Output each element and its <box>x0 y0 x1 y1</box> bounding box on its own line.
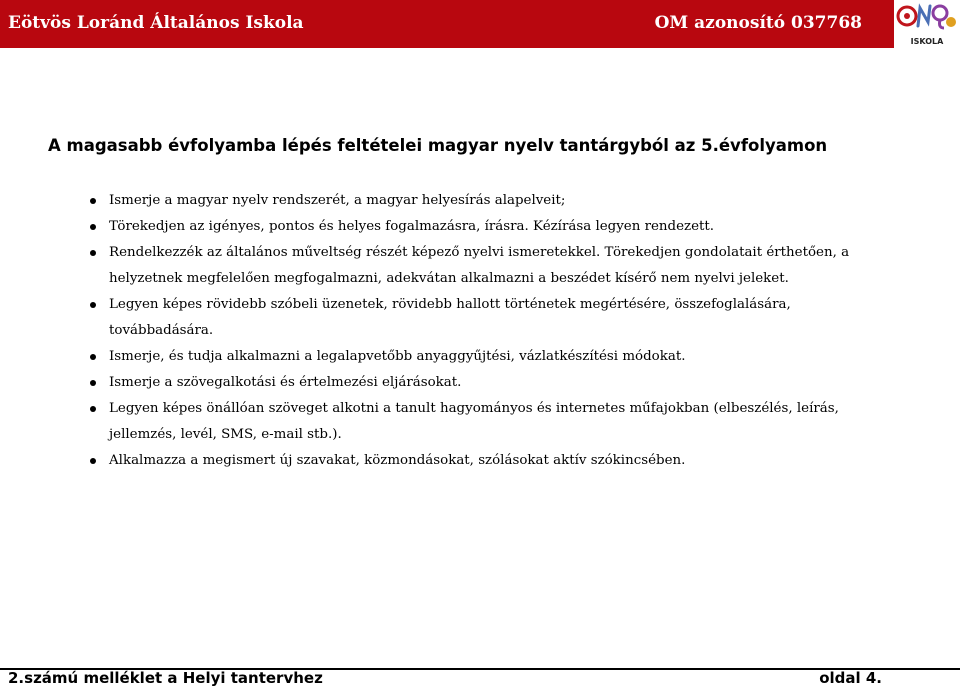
bullet-icon <box>90 380 96 386</box>
list-item <box>90 214 850 240</box>
list-item <box>90 292 850 344</box>
document-heading: A magasabb évfolyamba lépés feltételei magyar nyelv tantárgyból az 5.évfolyamon <box>48 136 828 155</box>
list-item <box>90 188 850 214</box>
svg-text:ISKOLA: ISKOLA <box>910 37 944 46</box>
list-item-text: Ismerje, és tudja alkalmazni a legalapvetőbb anyaggyűjtési, vázlatkészítési módokat. <box>109 349 686 364</box>
bullet-icon <box>90 198 96 204</box>
list-item <box>90 240 850 292</box>
bullet-icon <box>90 406 96 412</box>
list-item <box>90 344 850 370</box>
bullet-icon <box>90 302 96 308</box>
school-name: Eötvös Loránd Általános Iskola <box>8 13 304 33</box>
list-item <box>90 448 850 474</box>
bullet-icon <box>90 250 96 256</box>
om-identifier: OM azonosító 037768 <box>654 13 862 33</box>
list-item-text: Törekedjen az igényes, pontos és helyes fogalmazásra, írásra. Kézírása legyen rendezett. <box>109 219 715 234</box>
list-item <box>90 370 850 396</box>
list-item <box>90 396 850 448</box>
list-item-text: Rendelkezzék az általános műveltség részét képező nyelvi ismeretekkel. Törekedjen gondolatait érthetően, a helyzetnek megfelelően megfogalmazni, adekvátan alkalmazni a beszédet kísérő nem nyelvi jeleket. <box>109 245 850 286</box>
list-item-text: Alkalmazza a megismert új szavakat, közmondásokat, szólásokat aktív szókincsében. <box>109 453 686 468</box>
school-logo-icon <box>894 0 960 48</box>
page-number: oldal 4. <box>819 669 882 687</box>
requirements-list <box>90 188 850 474</box>
bullet-icon <box>90 224 96 230</box>
footer-document-label: 2.számú melléklet a Helyi tantervhez <box>8 669 323 687</box>
list-item-text: Ismerje a magyar nyelv rendszerét, a magyar helyesírás alapelveit; <box>109 193 566 208</box>
list-item-text: Ismerje a szövegalkotási és értelmezési eljárásokat. <box>109 375 462 390</box>
list-item-text: Legyen képes rövidebb szóbeli üzenetek, rövidebb hallott történetek megértésére, összefoglalására, továbbadására. <box>109 297 791 338</box>
list-item-text: Legyen képes önállóan szöveget alkotni a tanult hagyományos és internetes műfajokban (elbeszélés, leírás, jellemzés, levél, SMS, e-mail stb.). <box>109 401 839 442</box>
page-header <box>0 0 960 48</box>
bullet-icon <box>90 458 96 464</box>
bullet-icon <box>90 354 96 360</box>
